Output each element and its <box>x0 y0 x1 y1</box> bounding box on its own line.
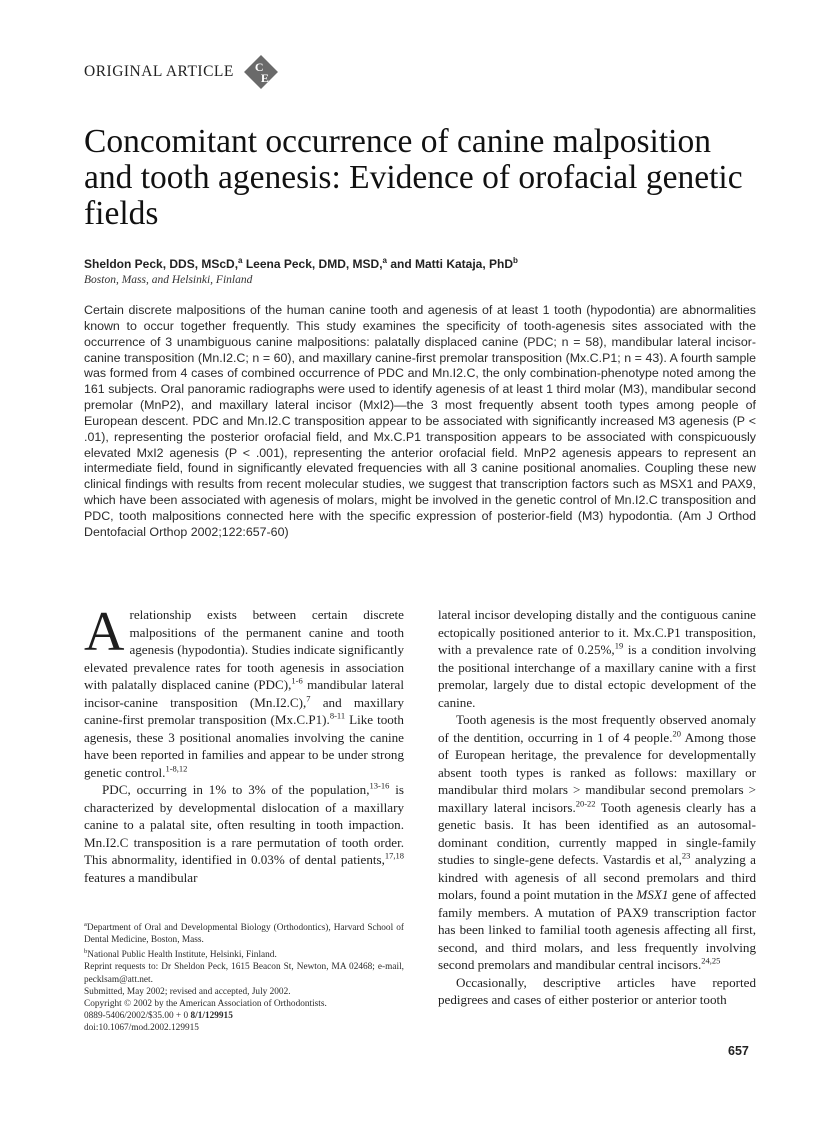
body-paragraph: Occasionally, descriptive articles have reported pedigrees and cases of either posterior or anterior tooth <box>438 974 756 1007</box>
body-text: is characterized by developmental dislocation of a maxillary canine to a palatal site, often resulting in tooth impaction. Mn.I2.C transposition is a rare permutation of tooth order. This abnormality, identified in 0.03% of dental patients, <box>84 782 404 867</box>
footnote <box>84 1010 404 1022</box>
citation: 23 <box>681 850 691 861</box>
body-paragraph <box>84 781 404 886</box>
author-affiliation-mark: a <box>382 256 387 265</box>
footnote-text: Department of Oral and Developmental Biology (Orthodontics), Harvard School of Dental Medicine, Boston, Mass. <box>84 923 404 946</box>
author-affiliation: Boston, Mass, and Helsinki, Finland <box>84 274 253 286</box>
footnote <box>84 946 404 961</box>
footnote-doi: doi:10.1067/mod.2002.129915 <box>84 1022 199 1033</box>
body-column-right <box>438 606 756 1009</box>
citation: 17,18 <box>384 850 404 861</box>
citation: 1-6 <box>291 675 303 686</box>
footnote-text: National Public Health Institute, Helsinki, Finland. <box>87 950 277 961</box>
footnote <box>84 919 404 946</box>
citation: 20-22 <box>575 798 596 809</box>
page-number: 657 <box>728 1044 749 1058</box>
body-text: relationship exists between certain discrete malpositions of the permanent canine and tooth agenesis (hypodontia). Studies indicate significantly elevated prevalence rates for tooth agenesis in association with palatally displaced canine (PDC), <box>84 607 404 692</box>
body-text: gene of affected family members. A mutation of PAX9 transcription factor has been linked to familial tooth agenesis affecting all first, second, and third molars, and less frequently involving second premolars and mandibular central incisors. <box>438 887 756 972</box>
drop-cap: A <box>84 601 125 663</box>
footnote: Copyright © 2002 by the American Association of Orthodontists. <box>84 998 327 1009</box>
author-name: Leena Peck, DMD, MSD, <box>242 257 383 271</box>
citation: 13-16 <box>369 780 390 791</box>
section-label: ORIGINAL ARTICLE <box>84 63 234 80</box>
page-header <box>84 54 278 90</box>
author-name: and Matti Kataja, PhD <box>387 257 514 271</box>
body-text: Tooth agenesis clearly has a genetic basis. It has been identified as an autosomal-dominant condition, currently mapped in single-family studies to single-gene defects. Vastardis et al, <box>438 799 756 867</box>
body-paragraph <box>84 601 405 781</box>
ce-logo-c: C <box>254 60 264 74</box>
body-text: analyzing a kindred with agenesis of all second premolars and third molars, found a point mutation in the <box>438 852 756 902</box>
citation: 1-8,12 <box>165 763 188 774</box>
footnote: Submitted, May 2002; revised and accepted, July 2002. <box>84 986 291 997</box>
body-paragraph <box>438 711 756 974</box>
gene-name: MSX1 <box>636 887 669 902</box>
body-text: mandibular lateral incisor-canine transposition (Mn.I2.C), <box>84 677 405 710</box>
body-text: Like tooth agenesis, these 3 positional anomalies involving the canine have been reported in families and appear to be under strong genetic control. <box>84 712 404 780</box>
author-name: Sheldon Peck, DDS, MScD, <box>84 257 239 271</box>
article-title: Concomitant occurrence of canine malposition and tooth agenesis: Evidence of orofacial genetic fields <box>84 123 743 232</box>
footnote-text: 8/1/129915 <box>190 1010 233 1021</box>
footnote: Reprint requests to: Dr Sheldon Peck, 1615 Beacon St, Newton, MA 02468; e-mail, pecklsam@att.net. <box>84 962 404 985</box>
footnote-text: 0889-5406/2002/$35.00 + 0 <box>84 1010 191 1021</box>
citation: 8-11 <box>329 710 346 721</box>
citation: 20 <box>672 728 681 739</box>
author-affiliation-mark: a <box>238 256 243 265</box>
body-text: lateral incisor developing distally and the contiguous canine ectopically positioned anterior to it. Mx.C.P1 transposition, with a prevalence rate of 0.25%, <box>438 607 756 657</box>
body-text: features a mandibular <box>84 869 198 885</box>
ce-logo-e: E <box>260 71 269 85</box>
footnote-mark: b <box>84 948 88 956</box>
body-paragraph <box>438 606 756 711</box>
citation: 19 <box>614 640 624 651</box>
footnotes <box>84 919 404 1034</box>
body-text: Among those of European heritage, the prevalence for developmentally absent tooth types is ranked as follows: maxillary or mandibular third molars > mandibular second premolars > maxillary lateral incisors. <box>438 729 756 815</box>
ce-logo-icon <box>244 55 278 89</box>
author-affiliation-mark: b <box>513 256 518 265</box>
citation: 24,25 <box>701 955 721 966</box>
footnote-mark: a <box>84 921 87 928</box>
body-column-left <box>84 601 405 886</box>
body-text: and maxillary canine-first premolar transposition (Mx.C.P1). <box>84 694 404 727</box>
body-text: Tooth agenesis is the most frequently observed anomaly of the dentition, occurring in 1 of 4 people. <box>438 712 756 745</box>
author-list <box>84 256 764 271</box>
abstract: Certain discrete malpositions of the human canine tooth and agenesis of at least 1 tooth (hypodontia) are abnormalities known to occur together frequently. This study examines the specificity of tooth-agenesis sites associated with the occurrence of 3 unambiguous canine malpositions: palatally displaced canine (PDC; n = 58), mandibular lateral incisor-canine transposition (Mn.I2.C; n = 60), and maxillary canine-first premolar transposition (Mx.C.P1; n = 43). A fourth sample was formed from 4 cases of combined occurrence of PDC and Mn.I2.C, the only combination-phenotype noted among the 161 subjects. Oral panoramic radiographs were used to identify agenesis of at least 1 third molar (M3), mandibular second premolar (MnP2), and maxillary lateral incisor (MxI2)—the 3 most frequently absent tooth types among people of European descent. PDC and Mn.I2.C transposition appear to be associated with significantly increased M3 agenesis (P < .01), representing the posterior orofacial field, and Mx.C.P1 transposition appears to be associated with conspicuously elevated MxI2 agenesis (P < .001), representing the anterior orofacial field. MnP2 agenesis appears to represent an intermediate field, found in significantly elevated frequencies with all 3 canine positional anomalies. Coupling these new clinical findings with results from recent molecular studies, we suggest that transcription factors such as MSX1 and PAX9, which have been associated with agenesis of molars, might be involved in the genetic control of Mn.I2.C transposition and PDC, tooth malpositions connected here with the specific expression of posterior-field (M3) hypodontia. (Am J Orthod Dentofacial Orthop 2002;122:657-60) <box>84 303 756 539</box>
citation: 7 <box>306 693 311 704</box>
body-text: is a condition involving the positional interchange of a maxillary canine with a first premolar, largely due to distal ectopic development of the canine. <box>438 642 757 710</box>
body-text: PDC, occurring in 1% to 3% of the population, <box>102 782 370 797</box>
